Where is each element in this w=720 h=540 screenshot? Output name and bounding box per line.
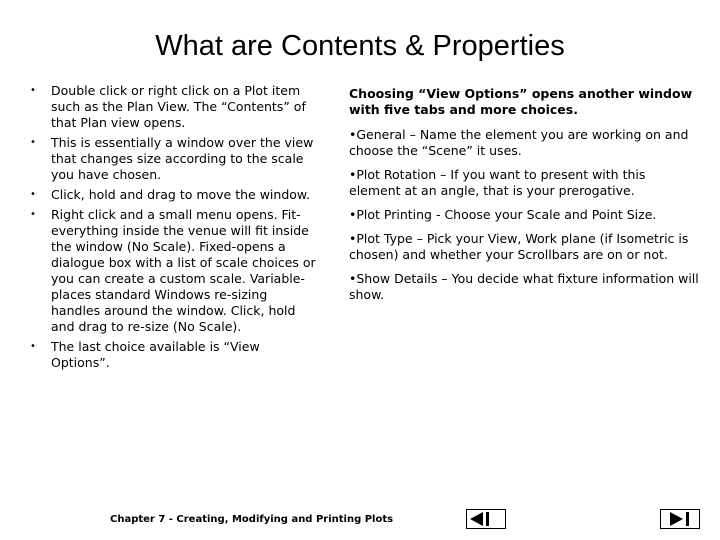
option-plot-printing: •Plot Printing - Choose your Scale and Point Size.	[349, 207, 657, 222]
bullet-icon: •	[30, 209, 36, 220]
list-item-text: Click, hold and drag to move the window.	[51, 187, 310, 202]
list-item	[30, 339, 320, 371]
first-slide-button[interactable]	[466, 509, 506, 529]
chapter-footer: Chapter 7 - Creating, Modifying and Printing Plots	[110, 514, 394, 525]
list-item-text: Right click and a small menu opens. Fit-everything inside the venue will fit inside the window (No Scale). Fixed-opens a dialogue box with a list of scale choices or you can create a custom scale. Variable-places standard Windows re-sizing handles around the window. Click, hold and drag to re-size (No Scale).	[51, 207, 316, 334]
list-item-text: This is essentially a window over the view that changes size according to the scale you have chosen.	[51, 135, 314, 182]
bullet-icon: •	[30, 85, 36, 96]
bullet-icon: •	[30, 189, 36, 200]
option-plot-rotation: •Plot Rotation – If you want to present with this element at an angle, that is your prerogative.	[349, 167, 646, 198]
list-item-text: Double click or right click on a Plot item such as the Plan View. The “Contents” of that Plan view opens.	[51, 83, 306, 130]
last-slide-button[interactable]	[660, 509, 700, 529]
option-general: •General – Name the element you are working on and choose the “Scene” it uses.	[349, 127, 689, 158]
option-plot-type: •Plot Type – Pick your View, Work plane (if Isometric is chosen) and whether your Scrollbars are on or not.	[349, 231, 689, 262]
bullet-icon: •	[30, 341, 36, 352]
view-options-heading: Choosing “View Options” opens another window with five tabs and more choices.	[349, 86, 693, 117]
right-column	[349, 86, 699, 311]
left-bullet-list	[30, 83, 320, 371]
list-item	[30, 187, 320, 203]
list-item-text: The last choice available is “View Options”.	[51, 339, 260, 370]
skip-to-first-icon	[467, 510, 505, 528]
slide-title: What are Contents & Properties	[155, 30, 565, 62]
bullet-icon: •	[30, 137, 36, 148]
list-item	[30, 83, 320, 131]
list-item	[30, 207, 320, 335]
option-show-details: •Show Details – You decide what fixture information will show.	[349, 271, 699, 302]
skip-to-last-icon	[661, 510, 699, 528]
list-item	[30, 135, 320, 183]
left-column	[30, 83, 320, 375]
